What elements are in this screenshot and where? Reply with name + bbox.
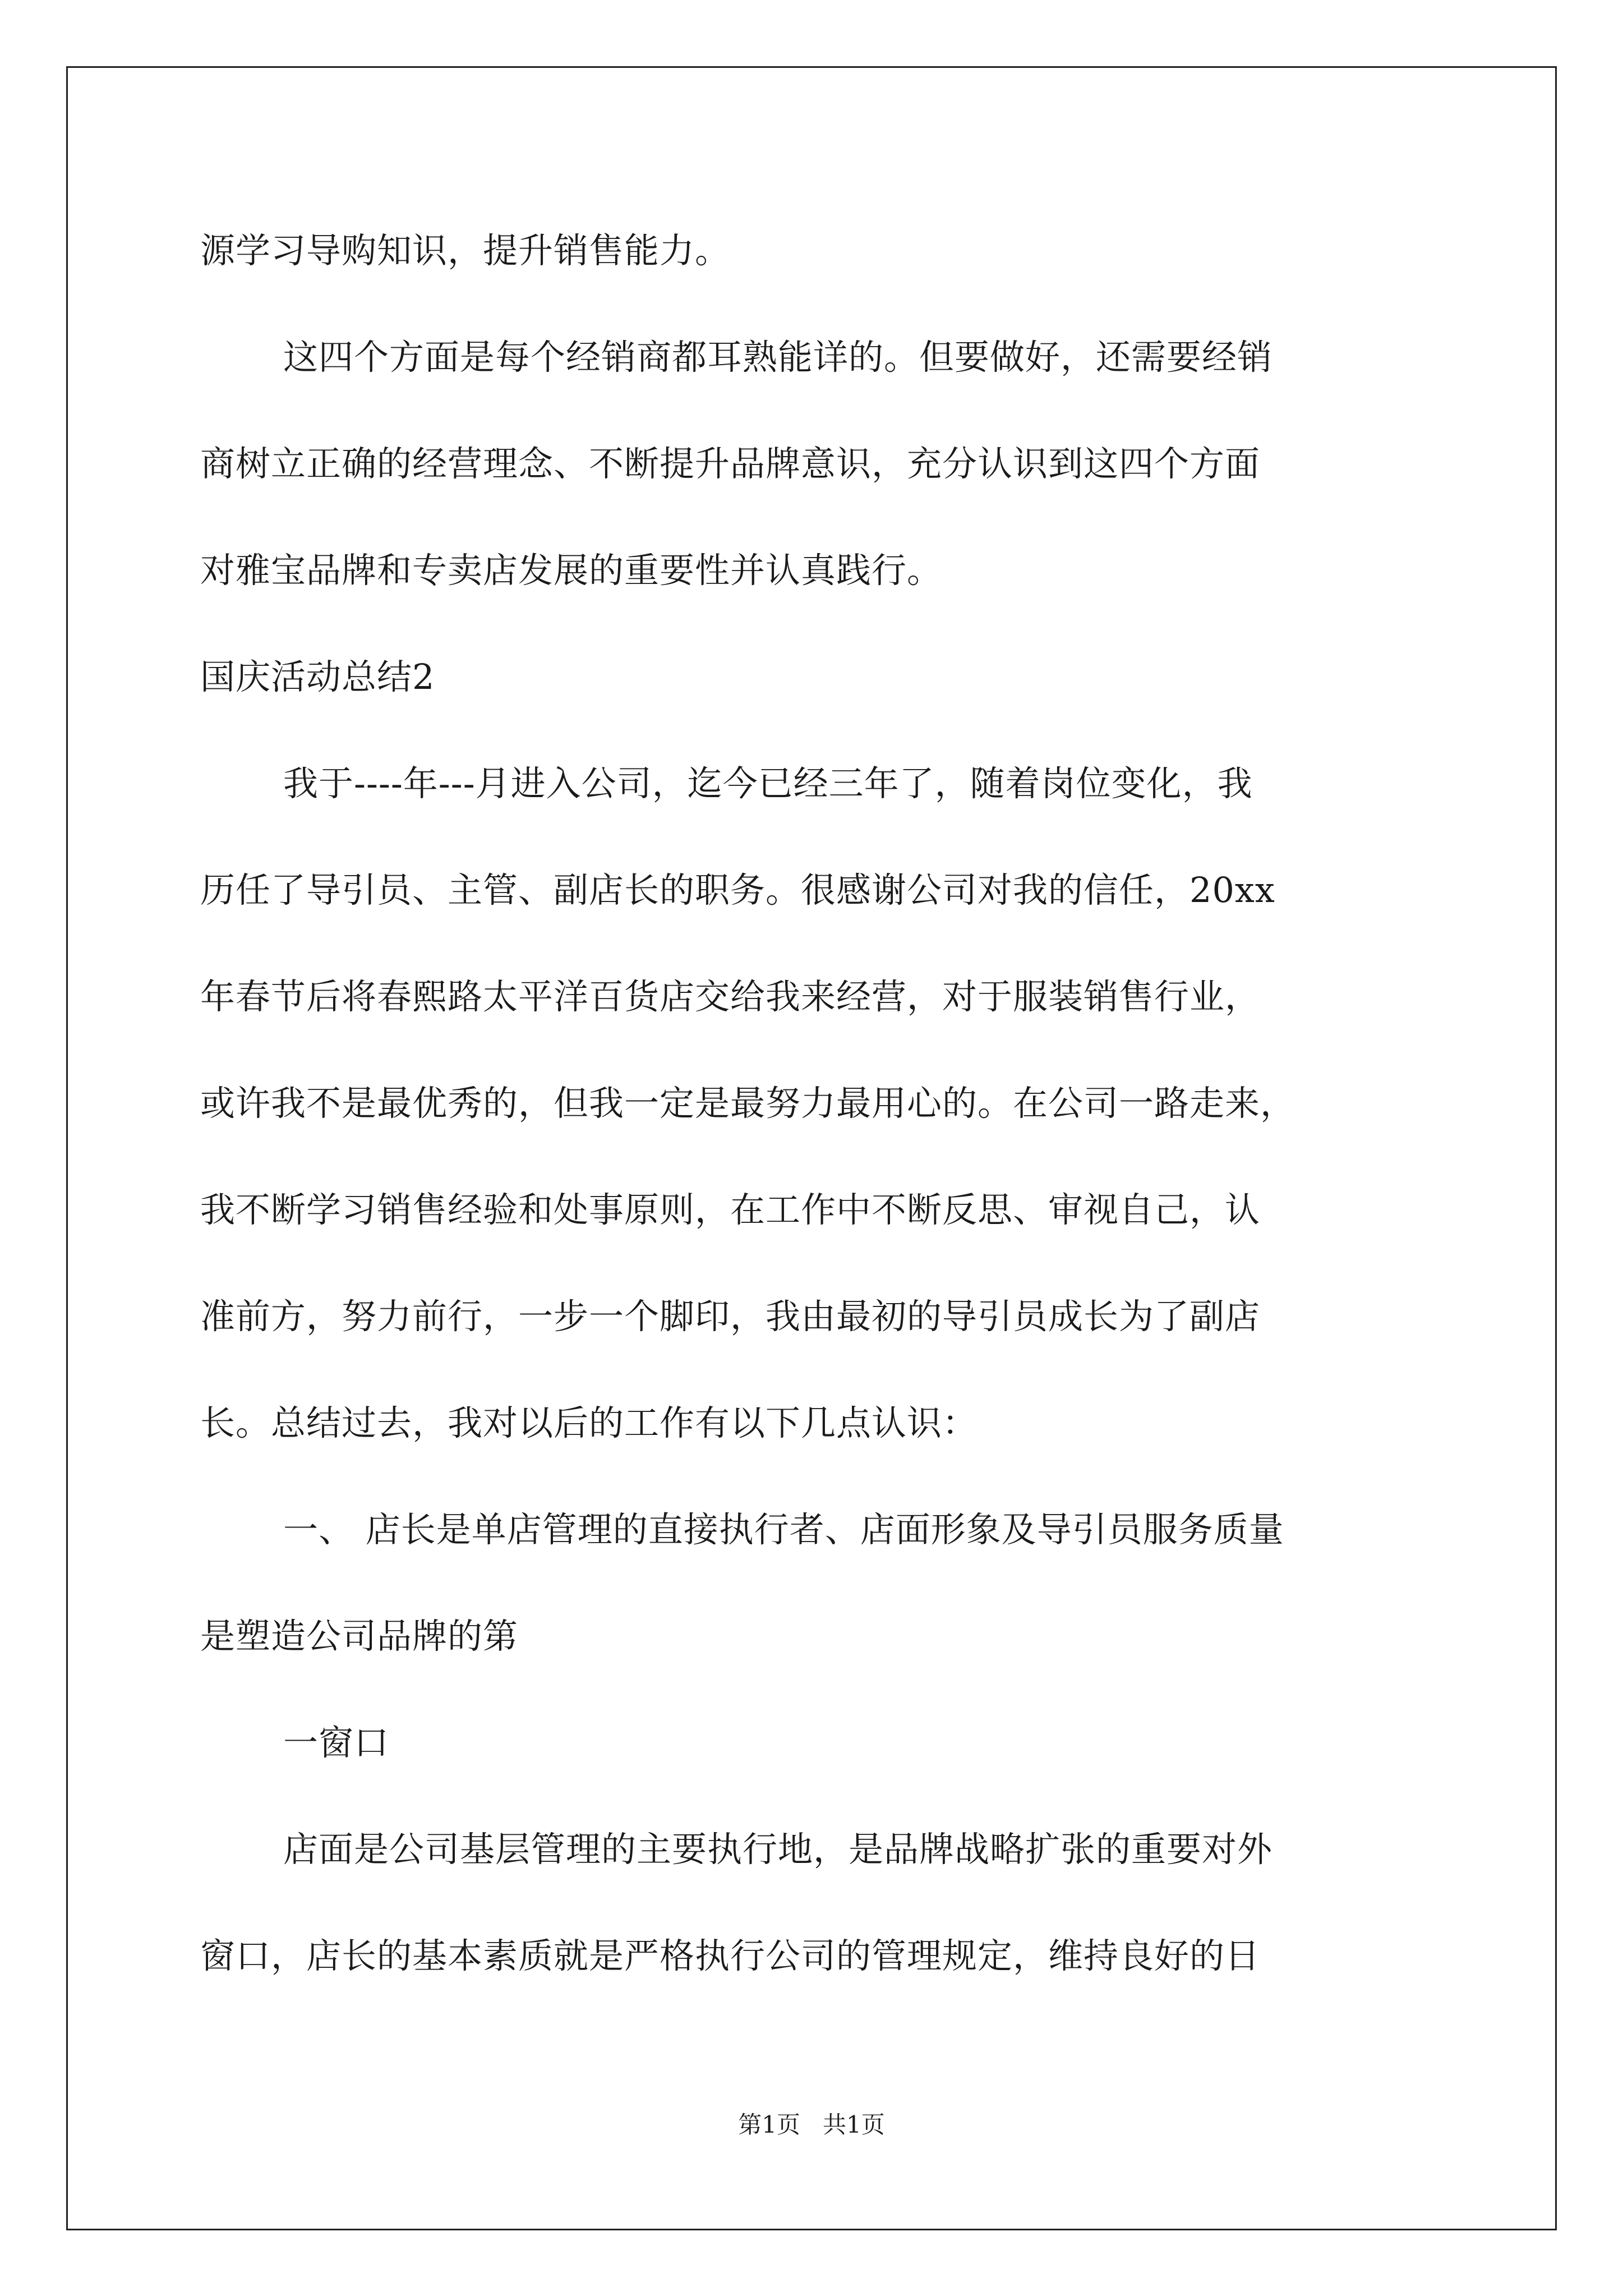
paragraph-line: 或许我不是最优秀的，但我一定是最努力最用心的。在公司一路走来， xyxy=(200,1083,1296,1124)
paragraph-line: 窗口，店长的基本素质就是严格执行公司的管理规定，维持良好的日 xyxy=(200,1935,1261,1976)
paragraph-line: 对雅宝品牌和专卖店发展的重要性并认真践行。 xyxy=(200,550,943,591)
paragraph-line: 长。总结过去，我对以后的工作有以下几点认识： xyxy=(200,1402,978,1443)
paragraph-line: 准前方，努力前行，一步一个脚印，我由最初的导引员成长为了副店 xyxy=(200,1296,1261,1337)
paragraph-line: 一窗口 xyxy=(283,1722,390,1763)
paragraph-line: 年春节后将春熙路太平洋百货店交给我来经营，对于服装销售行业， xyxy=(200,976,1261,1017)
section-heading: 国庆活动总结2 xyxy=(200,656,435,697)
paragraph-line: 店面是公司基层管理的主要执行地，是品牌战略扩张的重要对外 xyxy=(283,1829,1273,1870)
paragraph-line: 一、 店长是单店管理的直接执行者、店面形象及导引员服务质量 xyxy=(283,1509,1284,1550)
page-total: 共1页 xyxy=(823,2111,885,2138)
paragraph-line: 我于----年---月进入公司，迄今已经三年了，随着岗位变化，我 xyxy=(283,763,1253,804)
paragraph-line: 是塑造公司品牌的第 xyxy=(200,1616,519,1657)
paragraph-line: 我不断学习销售经验和处事原则，在工作中不断反思、审视自己，认 xyxy=(200,1189,1261,1230)
paragraph-line: 这四个方面是每个经销商都耳熟能详的。但要做好，还需要经销 xyxy=(283,337,1273,378)
page-footer xyxy=(0,2108,1623,2142)
page-number: 第1页 xyxy=(738,2111,800,2138)
paragraph-line: 历任了导引员、主管、副店长的职务。很感谢公司对我的信任，20xx xyxy=(200,869,1275,910)
page-border xyxy=(66,66,1557,2230)
paragraph-line: 源学习导购知识，提升销售能力。 xyxy=(200,230,731,271)
paragraph-line: 商树立正确的经营理念、不断提升品牌意识，充分认识到这四个方面 xyxy=(200,443,1261,484)
